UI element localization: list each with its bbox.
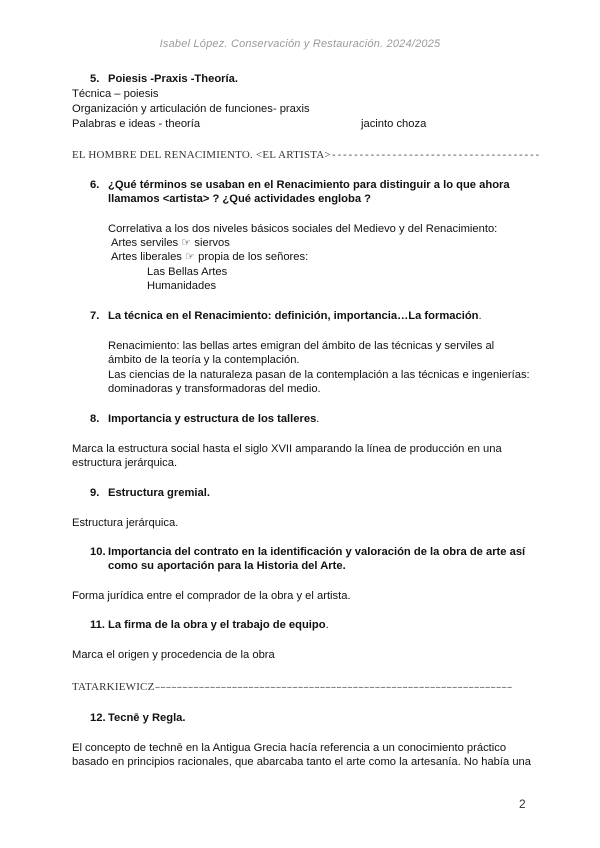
question-title: Poiesis -Praxis -Theoría. — [108, 73, 238, 85]
section-title: EL HOMBRE DEL RENACIMIENTO. <EL ARTISTA> — [72, 149, 331, 161]
q6-item-serviles: Artes serviles ☞ siervos — [111, 237, 230, 249]
question-6-line-2: llamamos <artista> ? ¿Qué actividades engloba ? — [108, 193, 371, 205]
question-title: Tecnē y Regla. — [108, 712, 186, 724]
q5-aside-author: jacinto choza — [361, 118, 427, 130]
running-header: Isabel López. Conservación y Restauración. 2024/2025 — [159, 38, 441, 50]
question-7 — [90, 309, 482, 323]
q7-body-line-1: Renacimiento: las bellas artes emigran del ámbito de las técnicas y serviles al — [108, 340, 495, 352]
question-title: La técnica en el Renacimiento: definición, importancia…La formación — [108, 310, 479, 322]
question-number: 10. — [90, 546, 106, 558]
question-10-line-2: como su aportación para la Historia del Arte. — [108, 560, 346, 572]
section-divider: ––––––––––––––––––––––––––––––––––––––––––––––––––––––––––––––––– — [154, 683, 513, 694]
q5-line-1: Técnica – poiesis — [72, 88, 159, 100]
question-trailing-dot: . — [478, 310, 482, 322]
section-heading-renacimiento — [72, 148, 540, 164]
question-12 — [90, 711, 186, 725]
q8-body-line-1: Marca la estructura social hasta el siglo XVII amparando la línea de producción en una — [72, 443, 502, 455]
question-number: 11. — [90, 619, 105, 631]
q5-line-3: Palabras e ideas - theoría — [72, 118, 201, 130]
q10-body: Forma jurídica entre el comprador de la obra y el artista. — [72, 590, 351, 602]
question-title: Estructura gremial. — [108, 487, 210, 499]
q12-body-line-2: basado en principios racionales, que abarcaba tanto el arte como la artesanía. No había una — [72, 756, 531, 768]
q8-body-line-2: estructura jerárquica. — [72, 457, 178, 469]
question-title-line-1: ¿Qué términos se usaban en el Renacimiento para distinguir a lo que ahora — [108, 179, 510, 191]
question-number: 9. — [90, 487, 100, 499]
page-number: 2 — [519, 797, 526, 811]
q6-item-liberales: Artes liberales ☞ propia de los señores: — [111, 251, 309, 263]
question-trailing-dot: . — [325, 619, 329, 631]
q12-body-line-1: El concepto de technē en la Antigua Grecia hacía referencia a un conocimiento práctico — [72, 742, 507, 754]
question-title: La firma de la obra y el trabajo de equipo — [108, 619, 326, 631]
section-divider: -------------------------------------- — [330, 151, 540, 162]
q5-line-2: Organización y articulación de funciones- praxis — [72, 103, 310, 115]
q11-body: Marca el origen y procedencia de la obra — [72, 649, 275, 661]
q6-sub-bellas-artes: Las Bellas Artes — [147, 266, 228, 278]
section-heading-tatarkiewicz — [72, 680, 512, 696]
question-number: 7. — [90, 310, 100, 322]
q7-body-line-4: dominadoras y transformadoras del medio. — [108, 383, 321, 395]
question-9 — [90, 486, 210, 500]
q6-sub-humanidades: Humanidades — [147, 280, 217, 292]
question-6 — [90, 178, 510, 192]
question-title-line-1: Importancia del contrato en la identificación y valoración de la obra de arte así — [108, 546, 526, 558]
q9-body: Estructura jerárquica. — [72, 517, 179, 529]
section-title: TATARKIEWICZ — [72, 681, 155, 693]
question-number: 5. — [90, 73, 100, 85]
question-11 — [90, 618, 329, 632]
question-number: 8. — [90, 413, 100, 425]
q7-body-line-2: ámbito de la teoría y la contemplación. — [108, 354, 300, 366]
question-10 — [90, 545, 525, 559]
question-number: 6. — [90, 179, 100, 191]
q7-body-line-3: Las ciencias de la naturaleza pasan de la contemplación a las técnicas e ingenierías: — [108, 369, 530, 381]
question-title: Importancia y estructura de los talleres — [108, 413, 317, 425]
question-5 — [90, 72, 238, 86]
question-number: 12. — [90, 712, 106, 724]
q6-intro: Correlativa a los dos niveles básicos sociales del Medievo y del Renacimiento: — [108, 223, 498, 235]
question-8 — [90, 412, 319, 426]
question-trailing-dot: . — [316, 413, 320, 425]
